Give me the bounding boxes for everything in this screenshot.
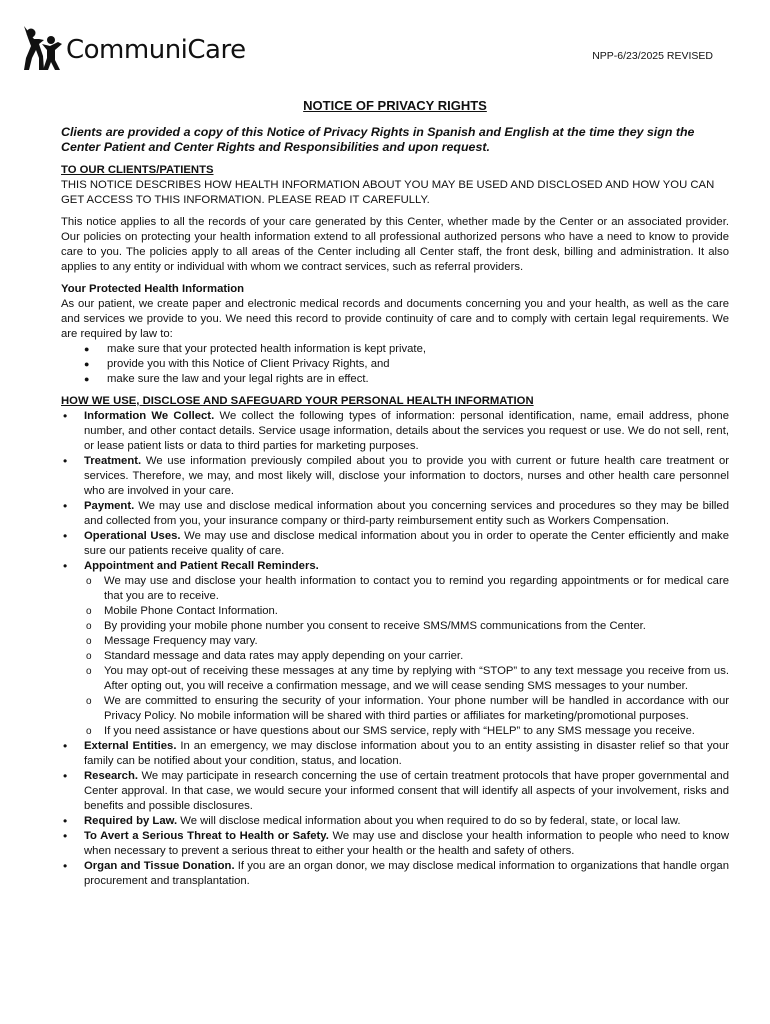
phi-paragraph: As our patient, we create paper and electronic medical records and documents concerning you and your health, as well as the care and services we provide to you. We need this record to provide continuity of care and to comply with certain legal requirements. We are required by law to:	[61, 298, 729, 340]
notice-caps-text: THIS NOTICE DESCRIBES HOW HEALTH INFORMATION ABOUT YOU MAY BE USED AND DISCLOSED AND HOW YOU CAN GET ACCESS TO THIS INFORMATION. PLEASE READ IT CAREFULLY.	[61, 179, 715, 206]
list-item	[61, 559, 729, 739]
sub-list-item: o Message Frequency may vary.	[61, 634, 729, 649]
logo-text: CommuniCare	[66, 35, 246, 65]
item-label: Organ and Tissue Donation.	[84, 860, 235, 872]
item-label: External Entities.	[84, 740, 177, 752]
item-text: In an emergency, we may disclose information about you to an entity assisting in disaster relief so that your family can be notified about your condition, status, and location.	[84, 740, 729, 767]
sub-list-item: o We are committed to ensuring the security of your information. Your phone number will be handled in accordance with our Privacy Policy. No mobile information will be shared with third parties or affiliates for marketing/promotional purposes.	[61, 694, 729, 724]
list-item	[61, 409, 729, 454]
item-text: We use information previously compiled about you to provide you with current or future health care treatment or services. Therefore, we may, and most likely will, disclose your information to doctors, nurses and other health care personnel who are involved in your care.	[84, 455, 729, 497]
item-label: Operational Uses.	[84, 530, 181, 542]
revision-label: NPP-6/23/2025 REVISED	[592, 50, 713, 62]
list-item: ● make sure that your protected health information is kept private,	[61, 342, 729, 357]
communicare-logo	[22, 22, 246, 78]
sub-list-item: o If you need assistance or have questions about our SMS service, reply with “HELP” to any SMS message you receive.	[61, 724, 729, 739]
document-body	[61, 98, 729, 889]
list-item: ● provide you with this Notice of Client Privacy Rights, and	[61, 357, 729, 372]
list-item: ● make sure the law and your legal rights are in effect.	[61, 372, 729, 387]
list-item	[61, 499, 729, 529]
item-label: Required by Law.	[84, 815, 178, 827]
list-item	[61, 829, 729, 859]
item-label: Appointment and Patient Recall Reminders.	[84, 560, 319, 572]
sub-list-item: o We may use and disclose your health information to contact you to remind you regarding appointments or for medical care that you are to receive.	[61, 574, 729, 604]
notice-applies-paragraph: This notice applies to all the records of your care generated by this Center, whether made by the Center or an associated provider. Our policies on protecting your health information extend to all professional authorized persons who have a need to know to provide care to you. The policies apply to all areas of the Center including all Center staff, the front desk, billing and administration. It also applies to any entity or individual with whom we contract services, such as referral providers.	[61, 216, 729, 273]
item-label: To Avert a Serious Threat to Health or Safety.	[84, 830, 329, 842]
item-text: We may use and disclose your health information to people who need to know when necessary to prevent a serious threat to either your health or the health and safety of others.	[84, 830, 729, 857]
sub-list-item: o Mobile Phone Contact Information.	[61, 604, 729, 619]
intro-statement: Clients are provided a copy of this Notice of Privacy Rights in Spanish and English at the time they sign the Center Patient and Center Rights and Responsibilities and upon request.	[61, 125, 695, 154]
phi-heading: Your Protected Health Information	[61, 283, 245, 295]
section-heading-use-disclose: HOW WE USE, DISCLOSE AND SAFEGUARD YOUR PERSONAL HEALTH INFORMATION	[61, 395, 534, 407]
item-text: We may use and disclose medical information about you in order to operate the Center efficiently and make sure our patients receive quality of care.	[84, 530, 729, 557]
item-text: We may participate in research concerning the use of certain treatment protocols that have proper governmental and Center approval. In that case, we would secure your informed consent that will identify all aspects of your involvement, risks and benefits and possible disclosures.	[84, 770, 729, 812]
list-item	[61, 454, 729, 499]
sub-list-item: o Standard message and data rates may apply depending on your carrier.	[61, 649, 729, 664]
item-text: We may use and disclose medical information about you concerning services and procedures so they may be billed and collected from you, your insurance company or third-party reimbursement entity such as Workers Compensation.	[84, 500, 729, 527]
item-label: Payment.	[84, 500, 135, 512]
list-item	[61, 859, 729, 889]
item-text: If you are an organ donor, we may disclose medical information to organizations that handle organ procurement and transplantation.	[84, 860, 729, 887]
list-item	[61, 739, 729, 769]
list-item	[61, 814, 729, 829]
legal-requirements-list	[61, 342, 729, 387]
item-label: Treatment.	[84, 455, 142, 467]
reminders-sublist	[61, 574, 729, 739]
list-item	[61, 769, 729, 814]
sub-list-item: o By providing your mobile phone number you consent to receive SMS/MMS communications from the Center.	[61, 619, 729, 634]
item-label: Research.	[84, 770, 139, 782]
item-text: We collect the following types of information: personal identification, name, email address, phone number, and other contact details. Service usage information, details about the services you request or use. We do not sell, rent, or lease patient lists or data to third parties for marketing purposes.	[84, 410, 729, 452]
item-text: We will disclose medical information about you when required to do so by federal, state, or local law.	[177, 815, 681, 827]
item-label: Information We Collect.	[84, 410, 215, 422]
page-title: NOTICE OF PRIVACY RIGHTS	[303, 98, 487, 113]
list-item	[61, 529, 729, 559]
section-heading-clients: TO OUR CLIENTS/PATIENTS	[61, 164, 214, 176]
use-disclose-list	[61, 409, 729, 889]
sub-list-item: o You may opt-out of receiving these messages at any time by replying with “STOP” to any text message you receive from us. After opting out, you will receive a confirmation message, and we will cease sending SMS messages to your number.	[61, 664, 729, 694]
people-figures-icon	[22, 24, 64, 76]
